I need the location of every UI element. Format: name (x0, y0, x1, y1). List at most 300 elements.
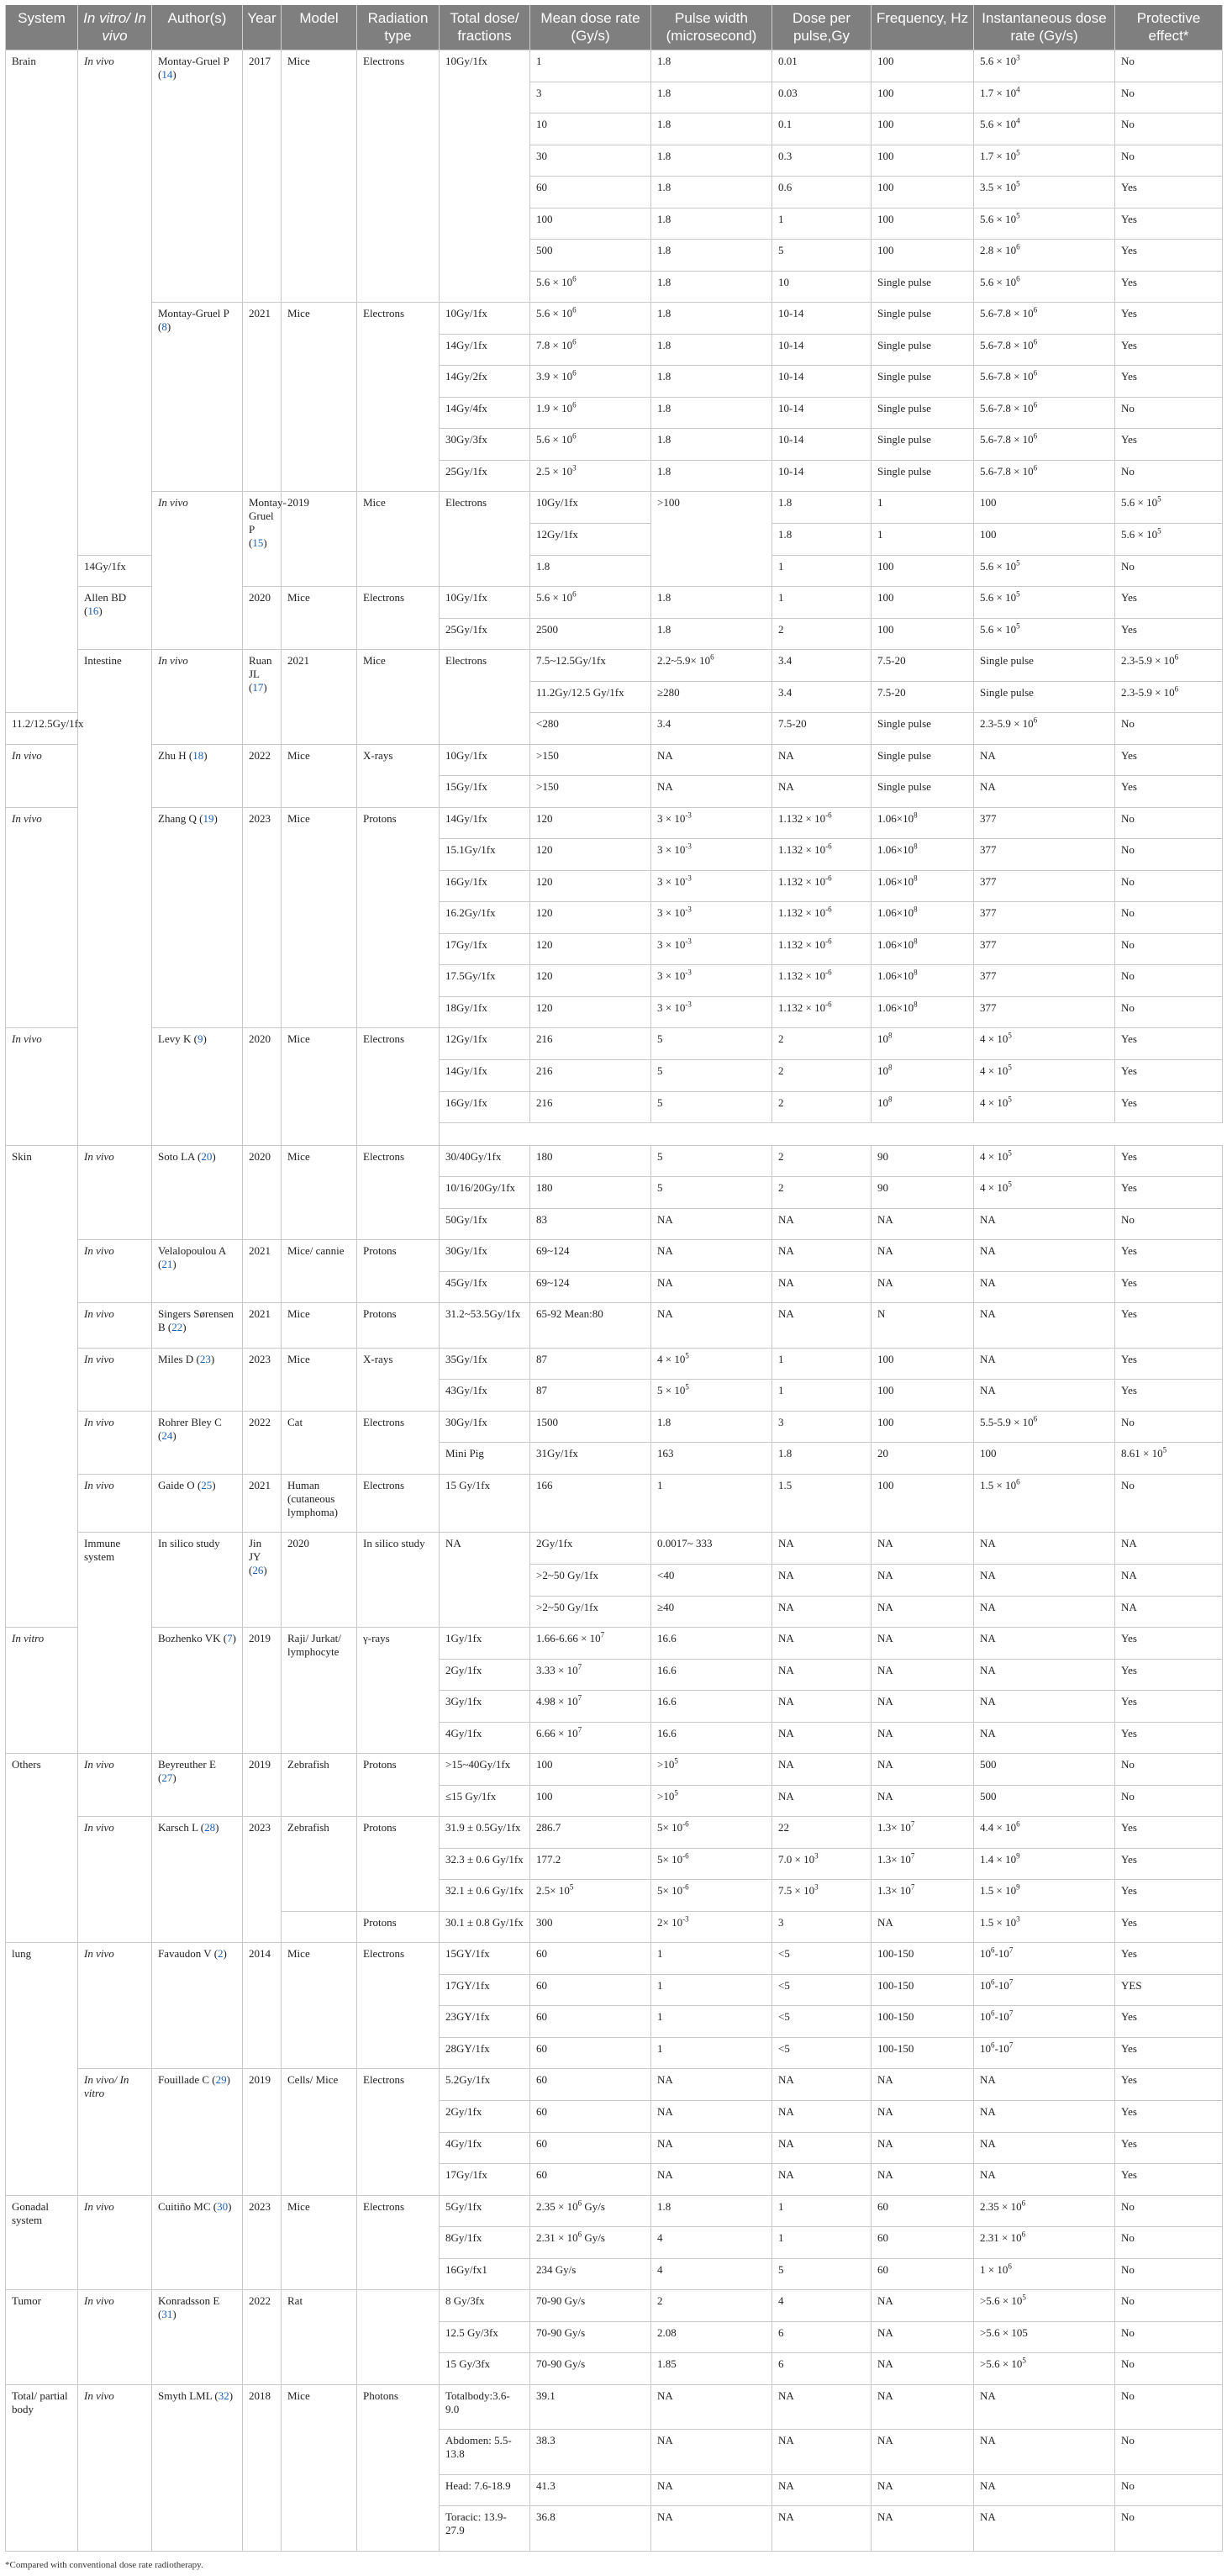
reference-link[interactable]: 31 (161, 2308, 173, 2321)
study-type-cell: In vivo (78, 2384, 152, 2551)
author-cell: Karsch L (28) (152, 1817, 243, 1943)
total-dose-cell: 16.2Gy/1fx (440, 902, 530, 934)
author-cell: Fouillade C (29) (152, 2069, 243, 2195)
author-cell: Smyth LML (32) (152, 2384, 243, 2551)
instantaneous-dose-rate-cell: NA (974, 1722, 1115, 1754)
mean-dose-rate-cell: 83 (530, 1208, 651, 1240)
dose-per-pulse-cell: NA (772, 1271, 872, 1303)
mean-dose-rate-cell: 100 (530, 1754, 651, 1786)
mean-dose-rate-cell: 60 (530, 1943, 651, 1975)
frequency-cell: $1.06\times 10^8$ (872, 902, 974, 934)
frequency-cell: Single pulse (872, 460, 974, 492)
mean-dose-rate-cell: 216 (530, 1091, 651, 1123)
dose-per-pulse-cell: 1.5 (772, 1474, 872, 1533)
table-row (6, 1303, 1223, 1349)
frequency-cell: NA (872, 1208, 974, 1240)
pulse-width-cell: 1.8 (651, 618, 772, 650)
dose-per-pulse-cell: 0.3 (772, 145, 872, 177)
reference-link[interactable]: 8 (161, 320, 167, 334)
dose-per-pulse-cell: <5 (772, 1974, 872, 2006)
protective-effect-cell: Yes (1115, 429, 1223, 461)
pulse-width-cell: $3 \times 10^{-3}$ (651, 807, 772, 839)
total-dose-cell: 30Gy/1fx (440, 1411, 530, 1443)
pulse-width-cell: $5\times 10^{-6}$ (651, 1848, 772, 1880)
author-name: Favaudon V (158, 1947, 212, 1961)
frequency-cell: 100 (872, 240, 974, 272)
pulse-width-cell: 16.6 (651, 1691, 772, 1723)
year-cell: 2021 (243, 1474, 282, 1533)
year-cell: 2022 (243, 1411, 282, 1474)
instantaneous-dose-rate-cell: NA (974, 1208, 1115, 1240)
total-dose-cell: Toracic: 13.9-27.9 (440, 2506, 530, 2552)
dose-per-pulse-cell: 22 (772, 1817, 872, 1849)
author-cell: Beyreuther E (27) (152, 1754, 243, 1817)
protective-effect-cell: Yes (1115, 177, 1223, 209)
header-frequency: Frequency, Hz (872, 5, 974, 50)
dose-per-pulse-cell: NA (772, 1722, 872, 1754)
pulse-width-cell: NA (772, 1533, 872, 1565)
dose-per-pulse-cell: 6 (772, 2353, 872, 2385)
pulse-width-cell: 1.8 (530, 555, 651, 587)
study-type-cell: In vivo (78, 1348, 152, 1411)
pulse-width-cell: 1.8 (651, 1411, 772, 1443)
protective-effect-cell: No (1115, 460, 1223, 492)
table-row (6, 1348, 1223, 1380)
pulse-width-cell: $>10^5$ (651, 1785, 772, 1817)
protective-effect-cell: No (1115, 1208, 1223, 1240)
total-dose-cell: >15~40Gy/1fx (440, 1754, 530, 1786)
mean-dose-rate-cell: 166 (530, 1474, 651, 1533)
dose-per-pulse-cell: 6 (772, 2321, 872, 2353)
reference-link[interactable]: 29 (215, 2073, 227, 2087)
pulse-width-cell: 3.4 (772, 650, 872, 682)
reference-link[interactable]: 19 (203, 811, 214, 825)
total-dose-cell: 2Gy/1fx (440, 2101, 530, 2133)
pulse-width-cell: 1.8 (651, 145, 772, 177)
radiation-type-cell: Electrons (357, 2195, 440, 2290)
pulse-width-cell: $3 \times 10^{-3}$ (651, 996, 772, 1028)
mean-dose-rate-cell: 65-92 Mean:80 (530, 1303, 651, 1349)
dose-per-pulse-cell: NA (772, 776, 872, 808)
author-name: Soto LA (158, 1149, 195, 1163)
frequency-cell: 100 (872, 208, 974, 240)
dose-per-pulse-cell: NA (772, 2101, 872, 2133)
protective-effect-cell: No (1115, 50, 1223, 82)
pulse-width-cell: NA (651, 744, 772, 776)
pulse-width-cell: 16.6 (651, 1628, 772, 1660)
pulse-width-cell: NA (772, 1564, 872, 1596)
study-type-cell: In vivo (6, 1028, 78, 1145)
mean-dose-rate-cell: 3 (530, 82, 651, 113)
dose-per-pulse-cell: 7.5-20 (872, 650, 974, 682)
author-cell: Konradsson E (31) (152, 2290, 243, 2385)
instantaneous-dose-rate-cell: $10^6-10^7$ (974, 2037, 1115, 2069)
dose-per-pulse-cell: NA (772, 1208, 872, 1240)
reference-link[interactable]: 18 (192, 748, 204, 762)
instantaneous-dose-rate-cell: $5.6 \times 10^4$ (974, 113, 1115, 145)
header-protective-effect: Protective effect* (1115, 5, 1223, 50)
instantaneous-dose-rate-cell: $1.5 \times 10^3$ (974, 1911, 1115, 1943)
mean-dose-rate-cell: 100 (530, 1785, 651, 1817)
reference-link[interactable]: 25 (201, 1478, 213, 1491)
study-type-cell: In vivo/ In vitro (78, 2069, 152, 2195)
instantaneous-dose-rate-cell: $8.61 \times 10^5$ (1115, 1443, 1223, 1475)
protective-effect-cell: No (1115, 807, 1223, 839)
model-cell: Mice (282, 807, 357, 1028)
author-name: Montay-Gruel P (249, 496, 287, 536)
frequency-cell: NA (974, 1596, 1115, 1628)
reference-link[interactable]: 16 (87, 604, 99, 618)
protective-effect-cell: No (1115, 397, 1223, 429)
total-dose-cell: ≤15 Gy/1fx (440, 1785, 530, 1817)
reference-link[interactable]: 32 (218, 2389, 229, 2402)
pulse-width-cell: 5 (651, 1028, 772, 1060)
mean-dose-rate-cell: $1.9 \times 10^6$ (530, 397, 651, 429)
mean-dose-rate-cell: 69~124 (530, 1271, 651, 1303)
dose-per-pulse-cell: 10-14 (772, 334, 872, 366)
reference-link[interactable]: 27 (161, 1771, 173, 1785)
year-cell: 2019 (243, 1628, 282, 1754)
dose-per-pulse-cell: $1.132 \times 10^{-6}$ (772, 839, 872, 871)
frequency-cell: 60 (872, 2258, 974, 2290)
study-type-cell: In vivo (78, 1145, 152, 1240)
pulse-width-cell: NA (651, 2430, 772, 2475)
frequency-cell: $10^8$ (872, 1060, 974, 1092)
pulse-width-cell: NA (651, 2132, 772, 2164)
dose-per-pulse-cell: 1 (772, 2227, 872, 2259)
instantaneous-dose-rate-cell: NA (974, 1271, 1115, 1303)
dose-per-pulse-cell: NA (772, 2132, 872, 2164)
total-dose-cell: 30.1 ± 0.8 Gy/1fx (440, 1911, 530, 1943)
instantaneous-dose-rate-cell: 500 (974, 1785, 1115, 1817)
protective-effect-cell: Yes (1115, 208, 1223, 240)
pulse-width-cell: $3 \times 10^{-3}$ (651, 965, 772, 997)
mean-dose-rate-cell: 60 (530, 1974, 651, 2006)
frequency-cell: NA (872, 1785, 974, 1817)
dose-per-pulse-cell: 1 (772, 2195, 872, 2227)
protective-effect-cell: Yes (1115, 1722, 1223, 1754)
pulse-width-cell: $5\times 10^{-6}$ (651, 1880, 772, 1912)
dose-per-pulse-cell: NA (772, 2474, 872, 2506)
total-dose-cell: 10Gy/1fx (440, 303, 530, 335)
dose-per-pulse-cell: NA (772, 1240, 872, 1272)
instantaneous-dose-rate-cell: 377 (974, 996, 1115, 1028)
mean-dose-rate-cell: 87 (530, 1380, 651, 1412)
instantaneous-dose-rate-cell: $4 \times 10^5$ (974, 1091, 1115, 1123)
protective-effect-cell: Yes (1115, 1271, 1223, 1303)
pulse-width-cell: $4 \times 10^5$ (651, 1348, 772, 1380)
instantaneous-dose-rate-cell: $2.3-5.9 \times 10^6$ (1115, 681, 1223, 713)
mean-dose-rate-cell: 216 (530, 1028, 651, 1060)
pulse-width-cell: 1 (651, 2037, 772, 2069)
mean-dose-rate-cell: 70-90 Gy/s (530, 2321, 651, 2353)
author-name: Rohrer Bley C (158, 1415, 222, 1428)
frequency-cell: 100 (872, 1380, 974, 1412)
study-type-cell: In vivo (78, 1303, 152, 1349)
mean-dose-rate-cell: 87 (530, 1348, 651, 1380)
pulse-width-cell: 1.8 (651, 397, 772, 429)
frequency-cell: Single pulse (872, 776, 974, 808)
protective-effect-cell: No (1115, 2384, 1223, 2430)
instantaneous-dose-rate-cell: $>5.6 \times 10^5$ (974, 2290, 1115, 2322)
total-dose-cell: 2Gy/1fx (440, 1659, 530, 1691)
frequency-cell: $1.3\times 10^7$ (872, 1817, 974, 1849)
study-type-cell: In silico study (152, 1533, 243, 1628)
mean-dose-rate-cell: 60 (530, 177, 651, 209)
protective-effect-cell: Yes (1115, 1091, 1223, 1123)
mean-dose-rate-cell: <40 (651, 1564, 772, 1596)
protective-effect-cell: Yes (1115, 1028, 1223, 1060)
mean-dose-rate-cell: 1500 (530, 1411, 651, 1443)
protective-effect-cell: No (1115, 2195, 1223, 2227)
dose-per-pulse-cell: 5 (772, 2258, 872, 2290)
mean-dose-rate-cell: >150 (530, 744, 651, 776)
pulse-width-cell: 1.8 (651, 460, 772, 492)
table-row (6, 303, 1223, 335)
pulse-width-cell: 2 (651, 2290, 772, 2322)
mean-dose-rate-cell: $6.66 \times 10^7$ (530, 1722, 651, 1754)
model-cell: Raji/ Jurkat/ lymphocyte (282, 1628, 357, 1754)
protective-effect-cell: Yes (1115, 1240, 1223, 1272)
mean-dose-rate-cell: 2500 (530, 618, 651, 650)
study-type-cell: In vivo (152, 492, 243, 650)
protective-effect-cell: Yes (1115, 2164, 1223, 2196)
pulse-width-cell: $5\times 10^{-6}$ (651, 1817, 772, 1849)
instantaneous-dose-rate-cell: $1 \times 10^6$ (974, 2258, 1115, 2290)
dose-per-pulse-cell: $1.132 \times 10^{-6}$ (772, 870, 872, 902)
reference-link[interactable]: 9 (197, 1032, 203, 1046)
reference-link[interactable]: 20 (201, 1149, 213, 1163)
pulse-width-cell: NA (651, 1271, 772, 1303)
dose-per-pulse-cell: 10-14 (772, 397, 872, 429)
protective-effect-cell: Yes (1115, 2101, 1223, 2133)
dose-per-pulse-cell: 10-14 (772, 366, 872, 398)
instantaneous-dose-rate-cell: NA (974, 1380, 1115, 1412)
protective-effect-cell: Yes (1115, 1817, 1223, 1849)
reference-link[interactable]: 15 (252, 536, 264, 550)
system-cell: Total/ partial body (6, 2384, 78, 2551)
total-dose-cell: 3Gy/1fx (440, 1691, 530, 1723)
mean-dose-rate-cell: 163 (651, 1443, 772, 1475)
frequency-cell: 60 (872, 2195, 974, 2227)
table-row (6, 492, 1223, 524)
mean-dose-rate-cell: 70-90 Gy/s (530, 2353, 651, 2385)
frequency-cell: NA (872, 1628, 974, 1660)
reference-link[interactable]: 17 (252, 681, 264, 694)
author-cell: Allen BD (16) (78, 587, 152, 650)
pulse-width-cell: 1.8 (651, 82, 772, 113)
frequency-cell: NA (872, 1722, 974, 1754)
reference-link[interactable]: 21 (161, 1258, 173, 1271)
frequency-cell: 100-150 (872, 1943, 974, 1975)
dose-per-pulse-cell: 10-14 (772, 303, 872, 335)
frequency-cell: 90 (872, 1177, 974, 1209)
total-dose-cell: 32.1 ± 0.6 Gy/1fx (440, 1880, 530, 1912)
pulse-width-cell: NA (651, 2164, 772, 2196)
instantaneous-dose-rate-cell: $5.6-7.8 \times 10^6$ (974, 366, 1115, 398)
frequency-cell: NA (872, 2164, 974, 2196)
protective-effect-cell: No (1115, 933, 1223, 965)
protective-effect-cell: No (1115, 2430, 1223, 2475)
protective-effect-cell: Yes (1115, 1848, 1223, 1880)
dose-per-pulse-cell: 2 (772, 1177, 872, 1209)
radiation-type-cell: Electrons (357, 1028, 440, 1145)
pulse-width-cell: 1.8 (651, 271, 772, 303)
year-cell: 2017 (243, 50, 282, 303)
instantaneous-dose-rate-cell: 377 (974, 870, 1115, 902)
table-row (6, 2195, 1223, 2227)
flash-radiotherapy-table (5, 5, 1223, 2552)
table-row (6, 807, 1223, 839)
author-name: Beyreuther E (158, 1758, 216, 1771)
system-cell: Tumor (6, 2290, 78, 2385)
frequency-cell: Single pulse (974, 650, 1115, 682)
pulse-width-cell: 1.8 (651, 366, 772, 398)
dose-per-pulse-cell: $7.5 \times 10^3$ (772, 1880, 872, 1912)
reference-link[interactable]: 26 (252, 1564, 264, 1577)
dose-per-pulse-cell: NA (772, 1785, 872, 1817)
mean-dose-rate-cell: 60 (530, 2069, 651, 2101)
table-row (6, 1533, 1223, 1565)
year-cell: 2021 (243, 1240, 282, 1303)
year-cell: 2020 (282, 1533, 357, 1628)
system-cell: Gonadal system (6, 2195, 78, 2290)
model-cell: Mice (357, 650, 440, 745)
reference-link[interactable]: 23 (199, 1352, 211, 1365)
frequency-cell: $10^8$ (872, 1028, 974, 1060)
dose-per-pulse-cell: 10-14 (772, 460, 872, 492)
reference-link[interactable]: 2 (218, 1947, 224, 1961)
table-row (6, 1943, 1223, 1975)
total-dose-cell: 8Gy/1fx (440, 2227, 530, 2259)
model-cell: Zebrafish (282, 1817, 357, 1912)
author-cell: Montay-Gruel P (14) (152, 50, 243, 303)
instantaneous-dose-rate-cell: $5.6 \times 10^5$ (974, 208, 1115, 240)
author-cell: Soto LA (20) (152, 1145, 243, 1240)
frequency-cell: NA (872, 2321, 974, 2353)
frequency-cell: Single pulse (872, 271, 974, 303)
mean-dose-rate-cell: 120 (530, 870, 651, 902)
total-dose-cell: >2~50 Gy/1fx (530, 1564, 651, 1596)
instantaneous-dose-rate-cell: $1.5 \times 10^6$ (974, 1474, 1115, 1533)
model-cell (282, 1911, 357, 1943)
instantaneous-dose-rate-cell: NA (974, 1348, 1115, 1380)
radiation-type-cell: Electrons (357, 1411, 440, 1474)
pulse-width-cell: 4 (651, 2258, 772, 2290)
mean-dose-rate-cell: $2.5 \times 10^3$ (530, 460, 651, 492)
author-name: Montay-Gruel P (158, 55, 229, 67)
total-dose-cell: 32.3 ± 0.6 Gy/1fx (440, 1848, 530, 1880)
dose-per-pulse-cell: NA (872, 1596, 974, 1628)
model-cell: Mice (282, 1028, 357, 1145)
protective-effect-cell: No (1115, 839, 1223, 871)
instantaneous-dose-rate-cell: NA (1115, 1533, 1223, 1565)
reference-link[interactable]: 22 (171, 1321, 183, 1334)
model-cell: Mice/ cannie (282, 1240, 357, 1303)
pulse-width-cell: NA (651, 2069, 772, 2101)
instantaneous-dose-rate-cell: $10^6-10^7$ (974, 1943, 1115, 1975)
table-container (5, 5, 1222, 2552)
pulse-width-cell: 4 (651, 2227, 772, 2259)
dose-per-pulse-cell: 0.6 (772, 177, 872, 209)
dose-per-pulse-cell: 2 (772, 1145, 872, 1177)
total-dose-cell: 1Gy/1fx (440, 1628, 530, 1660)
total-dose-cell: 12Gy/1fx (440, 1028, 530, 1060)
protective-effect-cell: Yes (1115, 744, 1223, 776)
total-dose-cell: 17GY/1fx (440, 1974, 530, 2006)
protective-effect-cell: Yes (1115, 587, 1223, 619)
frequency-cell: Single pulse (872, 713, 974, 745)
mean-dose-rate-cell: 30 (530, 145, 651, 177)
model-cell: Human (cutaneous lymphoma) (282, 1474, 357, 1533)
protective-effect-cell: Yes (1115, 1177, 1223, 1209)
total-dose-cell: 10Gy/1fx (440, 50, 530, 303)
dose-per-pulse-cell: 3 (772, 1411, 872, 1443)
protective-effect-cell: No (1115, 870, 1223, 902)
pulse-width-cell: $2\times 10^{-3}$ (651, 1911, 772, 1943)
year-cell: 2020 (243, 1145, 282, 1240)
table-row (6, 2069, 1223, 2101)
dose-per-pulse-cell: 0.01 (772, 50, 872, 82)
protective-effect-cell: Yes (1115, 2132, 1223, 2164)
pulse-width-cell: 5 (651, 1145, 772, 1177)
protective-effect-cell: Yes (1115, 1911, 1223, 1943)
frequency-cell: 100-150 (872, 2006, 974, 2038)
frequency-cell: NA (974, 1533, 1115, 1565)
mean-dose-rate-cell: 39.1 (530, 2384, 651, 2430)
mean-dose-rate-cell: 300 (530, 1911, 651, 1943)
dose-per-pulse-cell: $1.132 \times 10^{-6}$ (772, 902, 872, 934)
frequency-cell: NA (872, 1659, 974, 1691)
pulse-width-cell: 1.85 (651, 2353, 772, 2385)
frequency-cell: 100 (872, 177, 974, 209)
instantaneous-dose-rate-cell: $>5.6 \times 10^5$ (974, 2353, 1115, 2385)
author-name: Velalopoulou A (158, 1244, 226, 1258)
study-type-cell: In vivo (78, 2290, 152, 2385)
protective-effect-cell: No (1115, 965, 1223, 997)
reference-link[interactable]: 24 (161, 1428, 173, 1442)
mean-dose-rate-cell: >100 (651, 492, 772, 587)
mean-dose-rate-cell: <280 (530, 713, 651, 745)
pulse-width-cell: 1.8 (772, 492, 872, 524)
protective-effect-cell: Yes (1115, 2006, 1223, 2038)
instantaneous-dose-rate-cell: NA (974, 1691, 1115, 1723)
table-body (6, 50, 1223, 2552)
reference-link[interactable]: 30 (217, 2199, 229, 2213)
frequency-cell: 100 (974, 492, 1115, 524)
model-cell: Cells/ Mice (282, 2069, 357, 2195)
pulse-width-cell: 1 (651, 1974, 772, 2006)
header-total-dose: Total dose/ fractions (440, 5, 530, 50)
author-cell: Singers Sørensen B (22) (152, 1303, 243, 1349)
frequency-cell: Single pulse (872, 397, 974, 429)
mean-dose-rate-cell: 180 (530, 1145, 651, 1177)
author-name: Levy K (158, 1032, 192, 1046)
protective-effect-cell: Yes (1115, 334, 1223, 366)
model-cell: Cat (282, 1411, 357, 1474)
total-dose-cell: 31.2~53.5Gy/1fx (440, 1303, 530, 1349)
reference-link[interactable]: 28 (204, 1821, 216, 1834)
reference-link[interactable]: 14 (161, 68, 173, 81)
frequency-cell: $1.06\times 10^8$ (872, 933, 974, 965)
frequency-cell: NA (872, 2474, 974, 2506)
study-type-cell: In vivo (78, 1474, 152, 1533)
model-cell: Mice (282, 2195, 357, 2290)
study-type-cell: In vitro (6, 1628, 78, 1754)
frequency-cell: NA (872, 2290, 974, 2322)
header-instantaneous-dose-rate: Instantaneous dose rate (Gy/s) (974, 5, 1115, 50)
reference-link[interactable]: 7 (227, 1632, 233, 1645)
